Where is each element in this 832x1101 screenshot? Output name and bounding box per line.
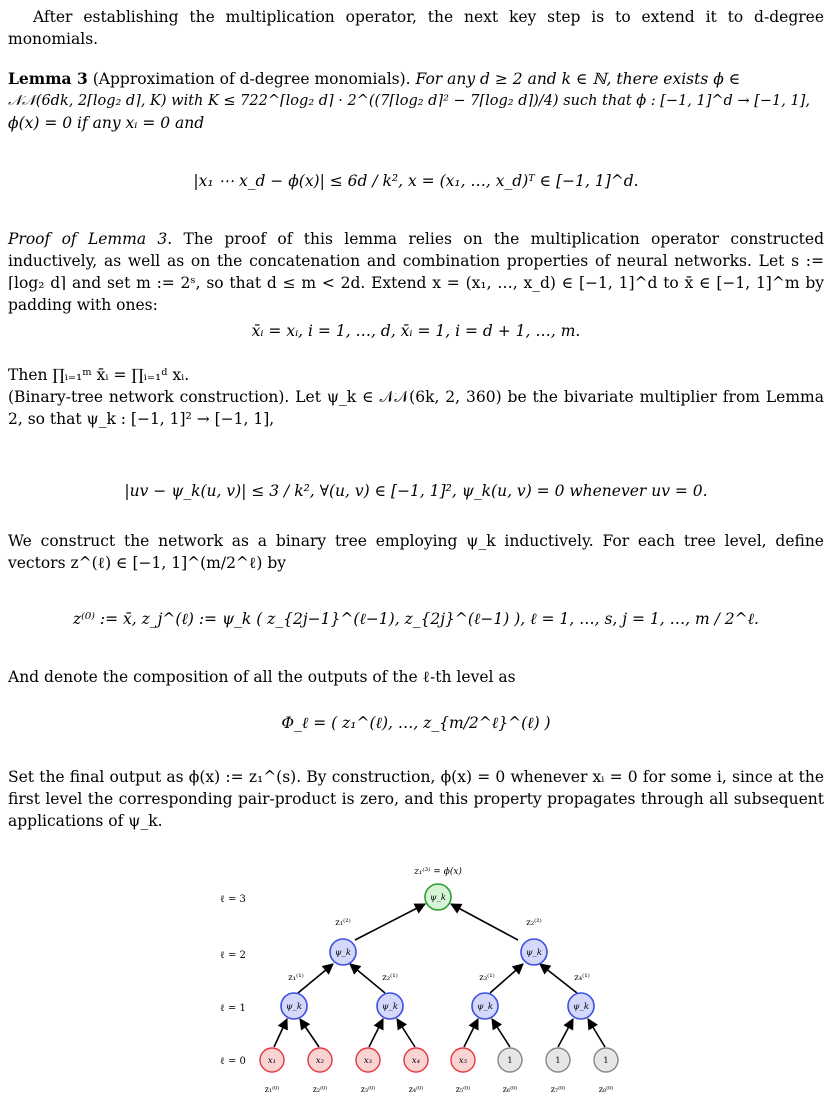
edge-l1c-l2b [490,964,523,993]
root-output-label: z₁⁽³⁾ = ϕ(x) [414,867,462,877]
proof-text: The proof of this lemma relies on the multiplication operator constructed inductively, as well as on the concatenation and combination properties of neural networks. Let s := ⌈log₂ d⌉ and set m := 2ˢ, so that d ≤ m < 2d. Extend x = (x₁, …, x_d) ∈ [−1, 1]^d to x̄ ∈ [−1, 1]^m by padding with ones: [8,230,824,314]
lemma-line2: 𝒩𝒩(6dk, 2⌈log₂ d⌉, K) with K ≤ 722^⌈log₂ d⌉ · 2^((7⌈log₂ d⌉² − 7⌈log₂ d⌉)/4) such that ϕ : [−1, 1]^d → [−1, 1], [8,93,810,109]
l2-label-2: z₂⁽²⁾ [526,918,542,928]
level-label-1: ℓ = 1 [220,1003,246,1014]
edge-x2 [300,1019,319,1047]
leaf-label-6: z₆⁽⁰⁾ [502,1085,518,1094]
leaf-text-6: 1 [507,1056,513,1066]
mult-equation: |uv − ψ_k(u, v)| ≤ 3 / k², ∀(u, v) ∈ [−1, 1]², ψ_k(u, v) = 0 whenever uv = 0. [124,482,708,500]
lemma-line1: For any d ≥ 2 and k ∈ ℕ, there exists ϕ ∈ [415,70,741,88]
leaf-text-2: x₂ [315,1056,325,1066]
leaf-text-5: x₅ [458,1056,468,1066]
lemma-equation: |x₁ ⋯ x_d − ϕ(x)| ≤ 6d / k², x = (x₁, …, x_d)ᵀ ∈ [−1, 1]^d. [193,172,639,190]
leaf-label-8: z₈⁽⁰⁾ [598,1085,614,1094]
edge-l2b-root [451,904,518,940]
root-node-label: ψ_k [429,893,447,903]
l1-label-3: z₃⁽¹⁾ [479,973,495,983]
leaf-text-7: 1 [555,1056,561,1066]
leaf-text-4: x₄ [411,1056,421,1066]
binary-text: (Binary-tree network construction). Let ψ_k ∈ 𝒩𝒩(6k, 2, 360) be the bivariate multiplier from Lemma 2, so that ψ_k : [−1, 1]² → [−1, 1], [8,388,824,428]
l1-node-2-label: ψ_k [381,1002,399,1012]
l1-node-4-label: ψ_k [572,1002,590,1012]
edge-x1 [274,1019,287,1047]
l1-label-4: z₄⁽¹⁾ [574,973,590,983]
leaf-text-8: 1 [603,1056,609,1066]
leaf-label-3: z₃⁽⁰⁾ [360,1085,376,1094]
phi-equation: Φ_ℓ = ( z₁^(ℓ), …, z_{m/2^ℓ}^(ℓ) ) [281,714,551,732]
level-label-3: ℓ = 3 [220,894,246,905]
leaf-label-5: z₅⁽⁰⁾ [455,1085,471,1094]
lemma-head: Lemma 3 [8,69,88,88]
edge-x3 [369,1019,383,1047]
leaf-labels [265,1085,614,1094]
level-label-2: ℓ = 2 [220,950,246,961]
proof-head: Proof of Lemma 3. [8,230,173,248]
edge-x5 [464,1019,478,1047]
tree-edges [274,904,605,1047]
final-paragraph: Set the final output as ϕ(x) := z₁^(s). By construction, ϕ(x) = 0 whenever xᵢ = 0 for some i, since at the first level the corresponding pair-product is zero, and this property propagates through all subsequent applications of ψ_k. [8,768,824,830]
l1-node-3-label: ψ_k [476,1002,494,1012]
l2-label-1: z₁⁽²⁾ [335,918,351,928]
l2-node-1-label: ψ_k [334,948,352,958]
edge-one6 [492,1019,510,1047]
compose-paragraph: And denote the composition of all the outputs of the ℓ-th level as [8,668,516,686]
leaf-row [260,1048,618,1072]
l1-label-2: z₂⁽¹⁾ [382,973,398,983]
level-label-0: ℓ = 0 [220,1056,246,1067]
tree-paragraph: We construct the network as a binary tree employing ψ_k inductively. For each tree level, define vectors z^(ℓ) ∈ [−1, 1]^(m/2^ℓ) by [8,532,824,572]
intro-paragraph: After establishing the multiplication operator, the next key step is to extend it to d-degree monomials. [8,8,824,48]
l2-node-2-label: ψ_k [525,948,543,958]
z-equation: z⁽⁰⁾ := x̄, z_j^(ℓ) := ψ_k ( z_{2j−1}^(ℓ−1), z_{2j}^(ℓ−1) ), ℓ = 1, …, s, j = 1, …, m / 2^ℓ. [73,610,759,628]
leaf-label-4: z₄⁽⁰⁾ [408,1085,424,1094]
leaf-text-3: x₃ [363,1056,373,1066]
edge-l2a-root [355,904,425,940]
lemma-title: (Approximation of d-degree monomials). [92,70,411,88]
leaf-label-1: z₁⁽⁰⁾ [264,1085,280,1094]
lemma-line3: ϕ(x) = 0 if any xᵢ = 0 and [8,114,205,132]
leaf-text-1: x₁ [267,1056,277,1066]
edge-l1d-l2b [540,964,577,993]
l1-label-1: z₁⁽¹⁾ [288,973,304,983]
leaf-label-7: z₇⁽⁰⁾ [550,1085,566,1094]
leaf-label-2: z₂⁽⁰⁾ [312,1085,328,1094]
l1-node-1-label: ψ_k [285,1002,303,1012]
edge-one7 [558,1019,573,1047]
pad-equation: x̄ᵢ = xᵢ, i = 1, …, d, x̄ᵢ = 1, i = d + 1, …, m. [251,322,581,340]
edge-l1b-l2a [350,964,385,993]
edge-x4 [397,1019,415,1047]
edge-one8 [588,1019,605,1047]
product-line: Then ∏ᵢ₌₁ᵐ x̄ᵢ = ∏ᵢ₌₁ᵈ xᵢ. [8,366,190,384]
